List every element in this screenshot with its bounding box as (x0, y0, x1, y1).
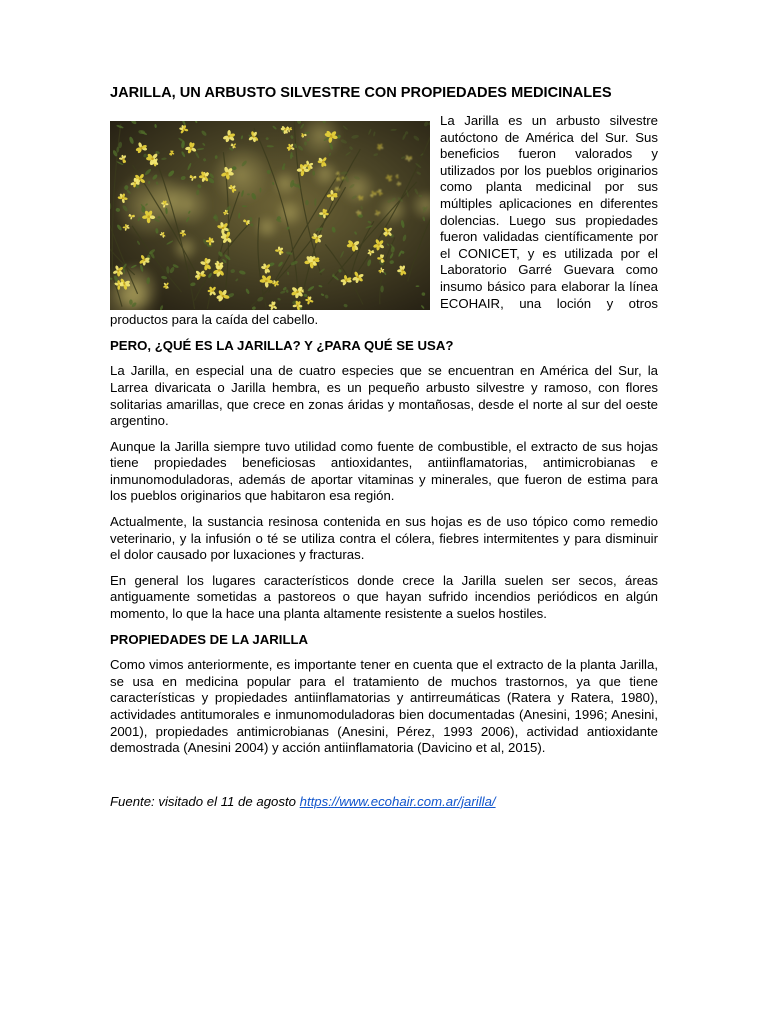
jarilla-flowers-photo-icon (110, 121, 430, 310)
paragraph-properties: Como vimos anteriormente, es importante tener en cuenta que el extracto de la planta Jarilla, se usa en medicina popular para el tratamiento de muchos trastornos, ya que tiene características y propiedades antiinflamatorias y antirreumáticas (Ratera y Ratera, 1980), actividades antitumorales e inmunomoduladoras bien documentadas (Anesini, 1996; Anesini, 2001), propiedades antimicrobianas (Anesini, Pérez, 1993 2006), actividad antioxidante demostrada (Anesini 2004) y acción antiinflamatoria (Davicino et al, 2015). (110, 657, 658, 756)
intro-paragraph: La Jarilla es un arbusto silvestre autóctono de América del Sur. Sus beneficios fueron valorados y utilizados por los pueblos originarios como planta medicinal por sus múltiples aplicaciones en diferentes dolencias. Luego sus propiedades fueron validadas científicamente por el CONICET, y es utilizada por el Laboratorio Garré Guevara como insumo básico para elaborar la línea ECOHAIR, una loción y otros productos para la caída del cabello. (110, 113, 658, 328)
page-title: JARILLA, UN ARBUSTO SILVESTRE CON PROPIEDADES MEDICINALES (110, 85, 612, 101)
source-line (110, 794, 658, 811)
section-heading-propiedades: PROPIEDADES DE LA JARILLA (110, 631, 309, 647)
source-link[interactable]: https://www.ecohair.com.ar/jarilla/ (299, 793, 496, 809)
paragraph-description: La Jarilla, en especial una de cuatro especies que se encuentran en América del Sur, la Larrea divaricata o Jarilla hembra, es un pequeño arbusto silvestre y ramoso, con flores solitarias amarillas, que crece en zonas áridas y montañosas, desde el norte al sur del oeste argentino. (110, 363, 658, 429)
section-heading-que-es: PERO, ¿QUÉ ES LA JARILLA? Y ¿PARA QUÉ SE USA? (110, 337, 454, 353)
source-label: Fuente: visitado el 11 de agosto (110, 793, 300, 809)
paragraph-current-use: Actualmente, la sustancia resinosa contenida en sus hojas es de uso tópico como remedio veterinario, y la infusión o té se utiliza contra el cólera, fiebres intermitentes y para disminuir el dolor causado por luxaciones y fracturas. (110, 514, 658, 563)
paragraph-habitat: En general los lugares característicos donde crece la Jarilla suelen ser secos, áreas antiguamente sometidas a pastoreos o que hayan sufrido incendios periódicos en algún momento, lo que la hace una planta altamente resistente a suelos hostiles. (110, 572, 658, 622)
paragraph-uses: Aunque la Jarilla siempre tuvo utilidad como fuente de combustible, el extracto de sus hojas tiene propiedades beneficiosas antioxidantes, antiinflamatorias, antimicrobianas e inmunomoduladoras, además de aportar vitaminas y minerales, que fueron de estima para los pueblos originarios que habitaron esa región. (110, 438, 658, 504)
document-page (110, 84, 658, 819)
jarilla-flowers-photo (110, 121, 430, 310)
